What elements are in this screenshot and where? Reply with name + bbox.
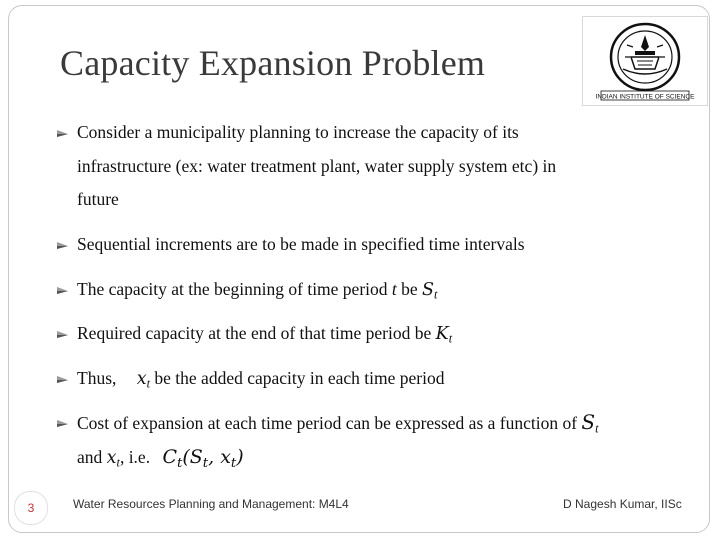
bullet-3-mid: be <box>396 279 423 299</box>
bullet-2-text: Sequential increments are to be made in specified time intervals <box>77 234 525 254</box>
var-x-sub: t <box>146 376 151 391</box>
bullet-marker-icon <box>56 330 69 339</box>
var-S: S <box>581 410 596 434</box>
var-t: t <box>391 279 397 299</box>
formula: $C_t(S_t$, $x_t$) <box>162 446 244 471</box>
bullet-1-line-1: Consider a municipality planning to increase the capacity of its <box>77 122 519 142</box>
bullet-6-line-2 <box>77 446 244 471</box>
bullet-1-line-2: infrastructure (ex: water treatment plant, water supply system etc) in <box>77 156 557 176</box>
slide-title: Capacity Expansion Problem <box>60 43 486 83</box>
page-number: 3 <box>27 501 35 515</box>
bullet-6-ie: , i.e. <box>119 447 155 467</box>
bullet-marker-icon <box>56 375 69 384</box>
bullet-5-tail: be the added capacity in each time period <box>150 368 445 388</box>
bullet-6-text <box>77 412 599 439</box>
bullet-5-text <box>77 368 444 394</box>
var-x-sub: t <box>116 455 120 470</box>
logo-caption: INDIAN INSTITUTE OF SCIENCE <box>595 93 695 101</box>
bullet-3-text <box>77 279 437 305</box>
bullet-1-line-3: future <box>77 189 119 209</box>
bullet-4-text <box>77 323 452 349</box>
var-S-sub: t <box>595 421 599 436</box>
bullet-5-lead: Thus, <box>77 368 121 388</box>
page-number-badge <box>14 491 48 525</box>
var-K-sub: t <box>448 331 453 346</box>
bullet-marker-icon <box>56 129 69 138</box>
iisc-emblem-icon <box>583 17 707 105</box>
bullet-marker-icon <box>56 241 69 250</box>
var-x: x <box>106 448 117 468</box>
bullet-marker-icon <box>56 286 69 295</box>
var-S-sub: t <box>434 287 438 302</box>
var-K: K <box>435 324 449 344</box>
bullet-marker-icon <box>56 419 69 428</box>
bullet-3-lead: The capacity at the beginning of time period <box>77 279 392 299</box>
var-x: x <box>136 369 147 389</box>
iisc-logo <box>582 16 708 106</box>
bullet-6-lead: Cost of expansion at each time period can be expressed as a function of <box>77 413 582 433</box>
bullet-6-and: and <box>77 447 107 467</box>
footer-course: Water Resources Planning and Management: M4L4 <box>73 497 349 511</box>
footer-author: D Nagesh Kumar, IISc <box>563 497 682 511</box>
var-S: S <box>422 280 435 300</box>
bullet-4-lead: Required capacity at the end of that time period be <box>77 323 436 343</box>
